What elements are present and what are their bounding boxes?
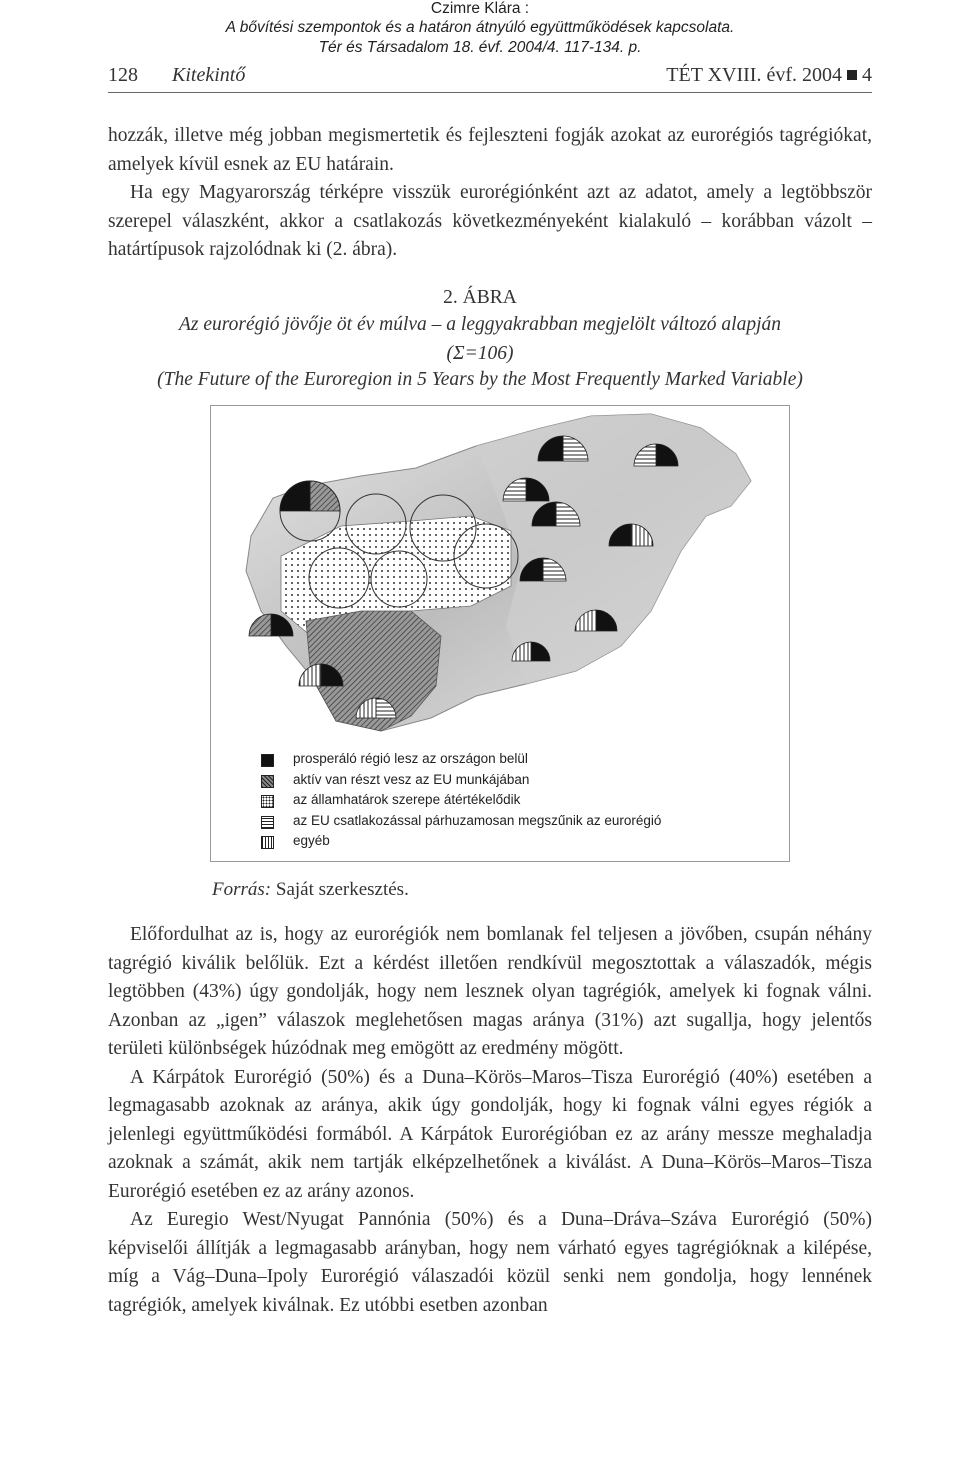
paragraph: Ha egy Magyarország térképre visszük eurorégiónként azt az adatot, amely a legtöbbször szerepel válaszként, akkor a csatlakozás következményeként kialakuló – korábban vázolt – határtípusok rajzolódnak ki (2. ábra).	[108, 182, 872, 260]
figure-source	[212, 879, 409, 901]
legend-swatch-vertical	[261, 836, 274, 849]
paragraph: hozzák, illetve még jobban megismertetik és fejleszteni fogják azokat az eurorégiós tagrégiókat, amelyek kívül esnek az EU határain.	[108, 125, 872, 175]
meta-citation: Tér és Társadalom 18. évf. 2004/4. 117-134. p.	[318, 39, 642, 56]
journal-name: TÉT XVIII. évf. 2004	[666, 64, 842, 86]
running-head	[108, 64, 872, 93]
section-name: Kitekintő	[172, 64, 246, 86]
paragraph: Az Euregio West/Nyugat Pannónia (50%) és a Duna–Dráva–Száva Eurorégió (50%) képviselői állítják a legmagasabb arányban, hogy nem várható egyes tagrégióknak a kilépése, míg a Vág–Duna–Ipoly Eurorégió válaszadói közül senki nem gondolja, hogy lennének tagrégiók, amelyek kiválnak. Ez utóbbi esetben azonban	[108, 1209, 872, 1316]
figure-caption-en: (The Future of the Euroregion in 5 Years by the Most Frequently Marked Variable)	[157, 369, 803, 390]
paragraph: Előfordulhat az is, hogy az eurorégiók nem bomlanak fel teljesen a jövőben, csupán néhány tagrégió kiválik belőlük. Ezt a kérdést illetően rendkívül megosztottak a válaszadók, mégis legtöbben (43%) úgy gondolják, hogy nem lesznek olyan tagrégiók, amelyek ki fognak válni. Azonban az „igen” válaszok meglehetősen magas aránya (31%) azt sugallja, hogy jelentős területi különbségek húzódnak meg emögött az eredmény mögött.	[108, 924, 872, 1059]
legend-label: egyéb	[293, 833, 330, 848]
figure-caption-hu: Az eurorégió jövője öt év múlva – a leggyakrabban megjelölt változó alapján	[178, 314, 782, 335]
body-text-bottom	[108, 921, 872, 1320]
legend-swatch-dots	[261, 795, 274, 808]
page-number: 128	[108, 64, 138, 86]
figure-caption-n: (Σ=106)	[446, 343, 514, 364]
legend-label: prosperáló régió lesz az országon belül	[293, 751, 528, 766]
legend-swatch-hatch	[261, 775, 274, 788]
issue-number: 4	[862, 64, 872, 86]
source-text: Saját szerkesztés.	[275, 879, 409, 900]
paragraph: A Kárpátok Eurorégió (50%) és a Duna–Körös–Maros–Tisza Eurorégió (40%) esetében a legmagasabb azoknak az aránya, akik úgy gondolják, hogy ki fognak válni egyes régiók a jelenlegi együttműködési formából. A Kárpátok Eurorégióban ez az arány messze meghaladja azoknak a számát, akik nem tartják elképzelhetőnek a kiválást. A Duna–Körös–Maros–Tisza Eurorégió esetében ez az arány azonos.	[108, 1066, 872, 1202]
legend-swatch-solid	[261, 754, 274, 767]
square-bullet-icon	[847, 70, 857, 80]
journal-issue	[666, 64, 872, 87]
body-text-top	[108, 122, 872, 265]
meta-author: Czimre Klára :	[430, 0, 530, 17]
figure-map	[210, 405, 790, 862]
source-label: Forrás:	[212, 879, 272, 900]
figure-number: 2. ÁBRA	[443, 287, 517, 308]
legend-label: az államhatárok szerepe átértékelődik	[293, 792, 521, 807]
legend-label: aktív van részt vesz az EU munkájában	[293, 771, 530, 787]
legend-swatch-horizontal	[261, 816, 274, 829]
meta-title: A bővítési szempontok és a határon átnyúló együttműködések kapcsolata.	[225, 19, 735, 36]
legend-label: az EU csatlakozással párhuzamosan megszűnik az eurorégió	[293, 812, 662, 828]
